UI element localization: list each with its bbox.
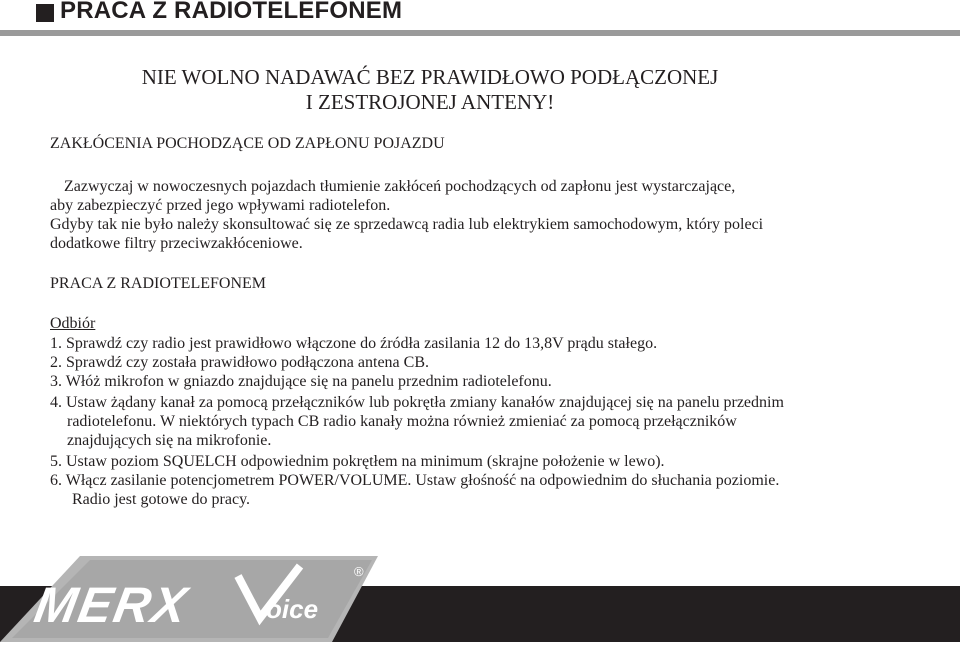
- list-item: 4. Ustaw żądany kanał za pomocą przełączników lub pokrętła zmiany kanałów znajdującej się na panelu przednim: [50, 394, 784, 411]
- paragraph-line: Gdyby tak nie było należy skonsultować się ze sprzedawcą radia lub elektrykiem samochodowym, który poleci: [50, 216, 764, 233]
- svg-text:oice: oice: [266, 594, 319, 624]
- page-header: [0, 0, 960, 36]
- header-divider: [0, 30, 960, 36]
- list-item-continuation: radiotelefonu. W niektórych typach CB radio kanały można również zmieniać za pomocą przełączników: [67, 413, 737, 430]
- section-heading-radiotelephone: PRACA Z RADIOTELEFONEM: [50, 275, 267, 292]
- page-title: PRACA Z RADIOTELEFONEM: [60, 0, 403, 24]
- merx-voice-logo: [0, 556, 380, 642]
- list-item: 1. Sprawdź czy radio jest prawidłowo włączone do źródła zasilania 12 do 13,8V prądu stałego.: [50, 335, 658, 352]
- list-item: 3. Włóż mikrofon w gniazdo znajdujące się na panelu przednim radiotelefonu.: [50, 373, 552, 390]
- list-item: 6. Włącz zasilanie potencjometrem POWER/VOLUME. Ustaw głośność na odpowiednim do słuchania poziomie.: [50, 472, 780, 489]
- list-item-continuation: znajdujących się na mikrofonie.: [67, 432, 272, 449]
- section-heading-ignition: ZAKŁÓCENIA POCHODZĄCE OD ZAPŁONU POJAZDU: [50, 135, 445, 152]
- header-square-bullet: [36, 4, 54, 22]
- svg-text:MERX: MERX: [30, 576, 193, 633]
- subheading-reception: Odbiór: [50, 315, 96, 332]
- paragraph-line: Zazwyczaj w nowoczesnych pojazdach tłumienie zakłóceń pochodzących od zapłonu jest wystarczające,: [64, 178, 736, 195]
- list-item: 2. Sprawdź czy została prawidłowo podłączona antena CB.: [50, 354, 429, 371]
- antenna-warning-line-1: NIE WOLNO NADAWAĆ BEZ PRAWIDŁOWO PODŁĄCZONEJ: [141, 65, 719, 89]
- antenna-warning-line-2: I ZESTROJONEJ ANTENY!: [305, 90, 555, 114]
- list-item-continuation: Radio jest gotowe do pracy.: [72, 491, 251, 508]
- paragraph-line: dodatkowe filtry przeciwzakłóceniowe.: [50, 235, 303, 252]
- list-item: 5. Ustaw poziom SQUELCH odpowiednim pokrętłem na minimum (skrajne położenie w lewo).: [50, 453, 665, 470]
- paragraph-line: aby zabezpieczyć przed jego wpływami radiotelefon.: [50, 197, 391, 214]
- svg-text:®: ®: [354, 564, 364, 579]
